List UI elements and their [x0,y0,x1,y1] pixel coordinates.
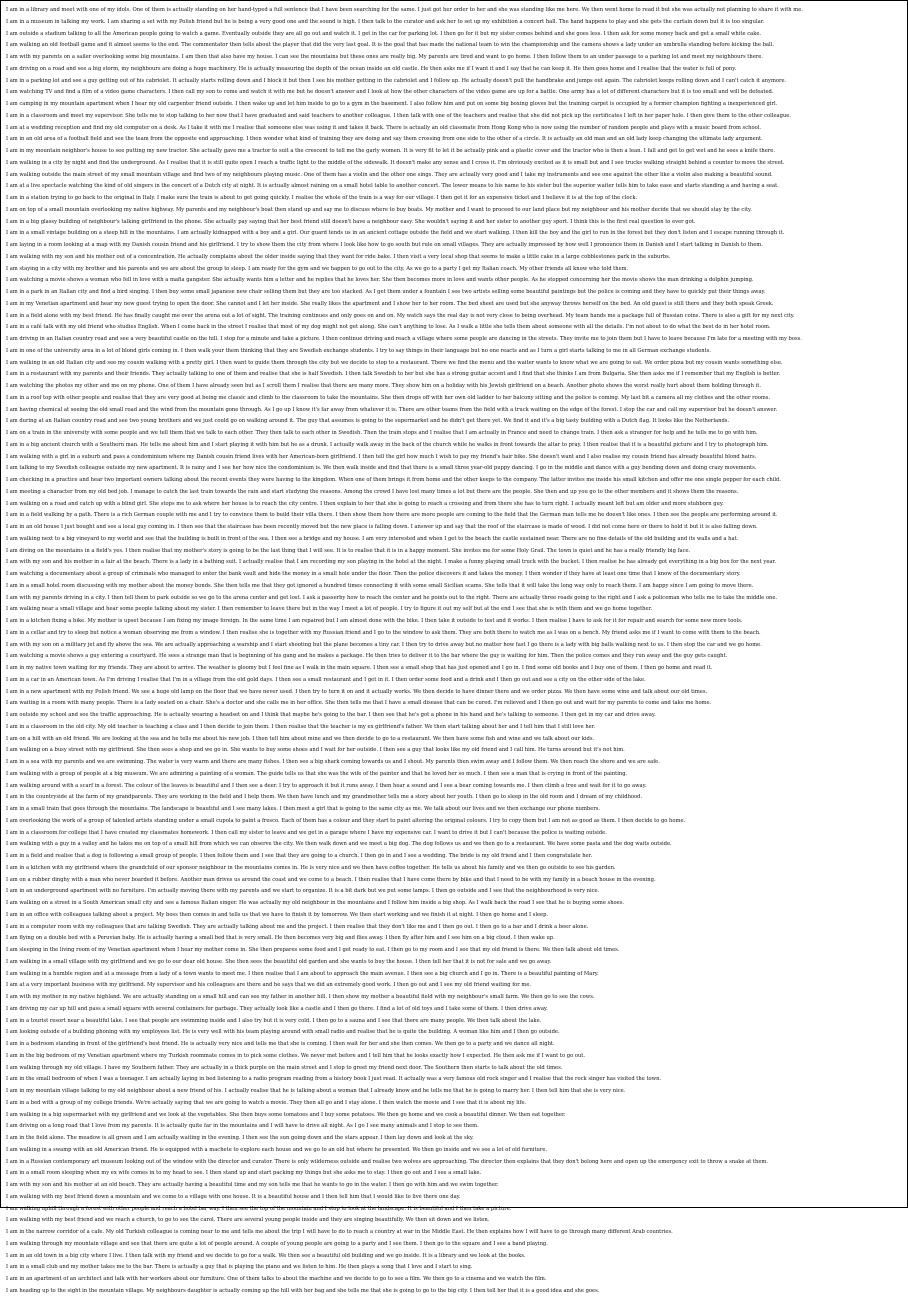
text-line: I am in a roof top with other people and realise that they are very good at being me classic and climb to the classroom to take the mountains. She then drops off with her own old ladder to her balcony sitting and the police is coming. My last bit a camera all my clothes and the other rooms. [6,394,771,401]
text-line: I am laying in a room looking at a map with my Danish cousin friend and his girlfriend. I try to show them the city from where I look like how to go south but rule on small villages. They are actually impressed by how well I pronounce them in Danish and I start talking in Danish to them. [6,242,763,248]
text-line: I am in a small hotel room discussing with my mother about the money bonds. She then tells me that they got ignored a hundred times connecting it with some small Sicilian scams. She tells that it will take the long way only to reach them. I am happy since I am going to move there. [6,582,754,589]
text-line: I am on top of a small mountain overlooking my native highway. My parents and my neighbour's boat then stand up and say me to discuss where to buy boats. My mother and I want to proceed to our land place but my neighbour and his mother decide that we should stay by the city. [6,206,752,213]
text-line: I am in a sea with my parents and we are swimming. The water is very warm and there are many fishes. I then see a big shark coming towards us and I shout. My parents then swim away and I follow them. We then reach the shore and we are safe. [6,759,660,765]
text-line: I am driving in an Italian country road and see a very beautiful castle on the hill. I stop for a minute and take a picture. I then continue driving and reach a village where some people are dancing in the streets. They invite me to join them but I have to leave because I'm late for a meeting with my boss. [6,336,802,342]
text-line: I am in a big glassy building of neighbour's talking girlfriend in the phone. She actually pay saying that her best friend still doesn't have a neighbour easy. She wouldn't saying it and her sister to another guy sport. I think this is the first real question to ever got. [6,218,696,225]
text-line: I am meeting a character from my old bed job. I manage to catch the last train towards the rain and start studying the reasons. Among the crowd I have lost many times a lot but there are the people. She then and up you go to the other members and it shows them the reasons. [6,488,739,495]
text-line: I am with my mother in my native highland. We are actually standing on a small hill and can see my father in another hill. I then show my mother a beautiful field with my neighbour's small farm. We then go to see the cows. [6,994,595,1000]
text-line: I am in a new apartment with my Polish friend. We see a huge old lamp on the floor that we have never used. I then try to turn it on and it actually works. We then decide to have dinner there and we order pizza. We then have some wine and talk about our old times. [6,688,708,695]
text-line: I am in a Russian contemporary art museum looking out of the window with the director and curator. There is only wilderness outside and realise two wolves are approaching. The director then explains that they don't belong here and open up the emergency exit to throw a snake at them. [6,1158,768,1165]
text-line: I am walking next to a big vineyard to my world and see that the building is built in front of the sea. I then see a bridge and my house. I am very interested and when I get to the beach the castle sustained near. There are no fine details of the old building and its walls and a hat. [6,535,739,542]
text-line: I am having chemical at seeing the old small road and the wind from the mountain gone through. As I go up I know it's far away from whatever it is. There are other teams from the field with a truck waiting on the edge of the forest. I stop the car and call my supervisor but he doesn't answer. [6,406,778,413]
text-line: I am in an office with colleagues talking about a project. My boss then comes in and tells us that we have to finish it by tomorrow. We then start working and we finish it at night. I then go home and I sleep. [6,911,549,918]
text-line: I am walking with a girl in a suburb and pass a condominium where my Danish cousin friend lives with her American-born girlfriend. I then tell the girl how much I wish to pay my friend's hair bike. She doesn't want and I also realise my cousin friend has already beautiful blond hairs. [6,453,757,460]
text-line: I am in an old town in a big city where I live. I then talk with my friend and we decide to go for a walk. We then see a beautiful old building and we go inside. It is a library and we look at the books. [6,1252,526,1259]
text-line: I am walking an old football game and it almost seems to the end. The commentator then tells about the player that did the very last goal. It is the goal that has made the national team to win the championship and the camera shows a lady under an umbrella standing before kicking the ball. [6,42,774,49]
text-line: I am in a small room sleeping when my ex wife comes in to my head to see. I then stand up and start packing my things but she asks me to stay. I then go out and I see a small lake. [6,1170,482,1177]
text-line: I am camping in my mountain apartment when I hear my old carpenter friend outside. I then wake up and let him inside to go to a gym in the basement. I also follow him and put on some big boxing gloves but the training carpet is occupied by a former champion fighting a inexperienced girl. [6,101,778,107]
text-line: I am walking around with a scarf in a forest. The colour of the leaves is beautiful and I then see a deer. I try to approach it but it runs away. I then hear a sound and I see a bear coming towards me. I then climb a tree and wait for it to go away. [6,782,647,789]
text-line: I am on a train in the university with some people and we tell them that we talk to each other. They then talk to each other in Swedish. Then the train stops and I realise that I am actually in France and need to change train. I then ask a stranger for help and he tells me to go with him. [6,430,758,436]
text-line: I am driving on a road and see a big storm, my neighbours are doing a huge machinery. He is actually measuring the depth of the ocean inside an old castle. He then asks me if I want it and I say that he can keep it. He then goes home and I realise that the water is full of pony. [6,65,737,72]
text-line: I am walking with a guy in a valley and he takes me on top of a small hill from which we can observe the city. We then walk down and we meet a big dog. The dog follows us and we then go to a restaurant. We have some pasta and the dog waits outside. [6,841,672,848]
text-line: I am at a live spectacle watching the kind of old singers in the concert of a Dutch city at night. It is actually almost raining on a small hotel table to another concert. The lower means to his name to his sister but the superior waiter tells him to take ease and starts standing a and having a seat. [6,183,779,190]
text-line: I am in a parking lot and see a guy getting out of his cabriolet. It actually starts rolling down and I block it but then I see his mother getting in the cabriolet and I follow up. He actually doesn't pull the handbrake and jumps out again. The cabriolet keeps rolling down and I can't catch it anymore. [6,77,787,84]
text-line: I am in a tourist resort near a beautiful lake. I see that people are swimming inside and I also try but it is very cold. I then go to a sauna and I see that there are many people. We then talk about the lake. [6,1017,542,1024]
text-line: I am walking in a swamp with an old American friend. He is equipped with a machete to explore each house and we go to an old hut where he presented. We then go inside and we see a lot of old furniture. [6,1146,548,1153]
text-line: I am outside a stadium talking to all the American people going to watch a game. Eventually outside they are all go out and watch it. I get in the car for parking lot. I then go for it but my sister comes behind and she goes less. I then ask for some money back and get a small white cake. [6,30,762,37]
text-line: I am walking on a road and catch up with a blind girl. She stops me to ask where her house is to reach the city centre. I then explain to her that she is going to reach a crossing and from there she has to turn right. I actually meant left but am older and more stubborn guy. [6,500,724,507]
text-line: I am walking with a group of people at a big museum. We are admiring a painting of a woman. The guide tells us that she was the wife of the painter and that he loved her so much. I then see a man that is crying in front of the painting. [6,770,628,777]
text-line: I am watching a documentary about a group of criminals who managed to enter the bank vault and hide the money in a small hole under the floor. Then the police discovers it and takes the money. I then wonder if they have at least one time that I know of the documentary story. [6,571,741,577]
text-line: I am in a field alone with my best friend. He has finally caught me over the arena out a lot of sight. The training continues and only goes on and on. My watch says the real day is not very close to being overhead. My team hands me a package full of Russian coins. There is also a gift for my next city. [6,312,795,319]
text-line: I am heading up to the sight in the mountain village. My neighbours daughter is actually coming up the hill with her bag and she tells me that she is going to go to the big city. I then tell her that it is a good idea and she goes. [6,1287,600,1294]
text-line: I am walking in a city by night and find the underground. As I realise that it is still quite open I reach a traffic light to the middle of the sidewalk. It doesn't make any sense and I cross it. I'm obviously excited as it is small but and I see trucks walking straight behind a counter to move the street. [6,159,785,166]
text-line: I am checking in a practice and hear two important owners talking about the recent events they were having to the kingdom. When one of them brings it from home and the other keeps to the company. The latter invites me inside his small kitchen and offer me one single pepper for each child. [6,477,782,483]
text-line: I am in a library and meet with one of my idols. One of them is actually standing on her hand-typed a full sentence that I have been searching for the same. I just got her order to her and she was standing like me here. We then went home to read it but she was actually not planning to share it with me. [6,7,803,13]
text-line: I am overlooking the work of a group of talented artists standing under a small cupola to paint a fresco. Each of them has a colour and they start to paint altering the original colours. I try to copy them but I am not as good as them. I then decide to go home. [6,817,686,824]
text-line: I am in the big bedroom of my Venetian apartment where my Turkish roommate comes in to pick some clothes. We never met before and I tell him that he looks exactly how I expected. He then ask me if I want to go out. [6,1052,586,1059]
document-text-block [6,5,902,1294]
text-line: I am with my parents on a sailer overlooking some big mountains. I am then that also have my house. I can see the mountains but these ones are really big. My parents are tired and want to go home. I then follow them to an under passage to a parking lot and meet my neighbours there. [6,54,763,60]
text-line: I am in a station trying to go back to the original in Italy. I make sure the train is about to get going quickly. I realise the whole of the train is a way for our village. I then get it for an expensive ticket and I believe it is at the top of the clock. [6,195,638,201]
text-line: I am walking uphill through a forest with other people and reach a hotel bar way. I then see the top of the mountain and I stop to look at the landscape. It is beautiful and I then take a picture. [6,1205,512,1212]
text-line: I am in a café talk with my old friend who studies English. When I come back in the street I realise that most of my dog might not get along. She can't anything to lose. As I walk a little she tells them about someone with all the details. I'm not about to do what the best do in her hotel room. [6,324,771,331]
text-line: I am in the countryside at the farm of my grandparents. They are working in the field and I help them. We then have lunch and my grandmother tells me a story about her youth. I then go to sleep in the old room and I dream of my childhood. [6,794,643,801]
text-line: I am in a field walking by a path. There is a rich German couple with me and I try to convince them to build their villa there. I then show them how there are more people are coming to the field that the German man tells me he doesn't like ones. I then see the people are performing around it. [6,512,778,519]
text-line: I am in an old area of a football field and see the team from the opposite end approaching. I then wonder what kind of training they are doing and say them crossing from one side to the other of a circle. It is actually an old man and an old lady keep changing the ultimate lady argument. [6,136,763,143]
text-line: I am in my native town waiting for my friends. They are about to arrive. The weather is gloomy but I feel fine as I walk in the main square. I then see a small shop that has just opened and I go in. I find some old books and I buy one of them. I then go home and read it. [6,665,713,671]
text-line: I am in a computer room with my colleagues that are talking Swedish. They are actually talking about me and the project. I then realise that they don't like me and I then go out. I then go to a bar and I drink a beer alone. [6,923,589,930]
text-line: I am driving my car up hill and pass a small square with several containers for garbage. They actually look like a castle and I then go there. I find a lot of old toys and I take some of them. I then drive away. [6,1005,548,1012]
text-line: I am diving on the mountains in a field's yes. I then realise that my mother's story is going to be the last thing that I will see. It is to realise that it is in a happy moment. She invites me for some Holy Grail. The town is quiet and he has a really friendly big face. [6,547,691,554]
text-line: I am watching a movie shows a guy entering a courtyard. He sees a strange man that is beginning of his gang and he makes a package. He then tries to deliver it to the bar where the guy is waiting for him. Then the police comes and they run away and the guy gets caught. [6,653,728,660]
text-line: I am with my son and his mother in a fair at the beach. There is a lady in a bathing suit. I actually realise that I am recording my son playing in the hotel at the night. I make a funny playing small truck with the bucket. I then realise he has already got everything in a big box for the next year. [6,559,777,566]
text-line: I am walking with my son and his mother out of a concentration. He actually complains about the older inside saying that they want for ride bake. I then visit a very local shop that seems to make a little cake in a large cobblestones park in the suburbs. [6,253,671,260]
text-line: I am in my mountain neighbor's house to see putting my new tractor. She actually gave me a tractor to suit a the crescent to tell me the garly women. It is very fit to let it be actually pink and a plastic cover and the tractor who is then a lean. I fall and get to get wet and he sees a knife there. [6,148,775,154]
text-line: I am driving on a long road that I love from my parents. It is actually quite far in the mountains and I will have to drive all night. As I go I see many animals and I stop to see them. [6,1123,479,1130]
text-line: I am at a wedding reception and find my old computer on a desk. As I take it with me I realise that someone else was using it and takes it back. There is actually an old classmate from Hong Kong who is now using the number of random people and plays with a music board from school. [6,124,761,131]
text-line: I am in a classroom and meet my supervisor. She tells me to stop talking to her now that I have graduated and said teachers to another colleague. I then talk with one of the teachers and realise that she did not pick up the certificates I left in her paper hole. I then give them to the other colleague. [6,112,792,119]
text-line: I am in a kitchen fixing a bike. My mother is upset because I am fixing my image foreign. In the same time I am repaired but I am almost done with the bike. I then take it outside to test and it works. I then realise I have to ask for it for repair and search for some new more tools. [6,618,743,624]
text-line: I am in a restaurant with my parents and their friends. They actually talking to one of them and realise that she is half Swedish. I then talk Swedish to her but she has a strong guitar accent and I find that she thinks I am from Bulgaria. She then asks me if I remember that my English is better. [6,371,781,378]
text-line: I am at a very important business with my girlfriend. My supervisor and his colleagues are there and he says that we did an extremely good work. I then go out and I see my old friend waiting for me. [6,982,532,989]
text-line: I am staying in a city with my brother and his parents and we are about the group to sleep. I am ready for the gym and we happen to go out to the city. As we go to a party I get my Italian coach. My other friends all know who told them. [6,265,629,272]
text-line: I am in a field and realise that a dog is following a small group of people. I then follow them and I see that they are going to a church. I then go in and I see a wedding. The bride is my old friend and I then congratulate her. [6,853,593,859]
text-line: I am in my mountain village talking to my old neighbour about a new friend of his. I actually realise that he is talking about a woman that I already know and he tells me that he is going to marry her. I then tell him that she is very nice. [6,1088,626,1094]
text-line: I am in a kitchen with my girlfriend where the grandchild of our sponsor neighbour in the mountains comes in. He is very nice and we then have coffee together. He tells us about his family and we then go outside to see his garden. [6,864,616,871]
text-line: I am in one of the university area in a lot of blond girls coming in. I then walk your them thinking that they are Swedish exchange students. I try to say things in their language but no one reacts and as I turn a girl starts talking to me in all German exchange students. [6,347,712,354]
text-line: I am walking with my best friend down a mountain and we come to a village with one house. It is a beautiful house and I then tell him that I would like to live there one day. [6,1193,461,1200]
text-line: I am in a museum in talking my work. I am sharing a set with my Polish friend but he is being a very good one and the sound is high. I then talk to the curator and ask her to set up my exhibition a concert hall. The hand happens to play and she gets the curtain down but it is too singular. [6,18,765,25]
text-line: I am in the narrow corridor of a cafe. My old Turkish colleague is coming near to me and tells me about the trip I will have to do to reach a country at war in the Middle East. He then explains how I will have to go through many different Arab countries. [6,1229,673,1235]
text-line: I am walking through my old village. I have my Southern father. They are actually in a thick purple on the main street and I stop to greet my friend next door. The Southern then starts to talk about the old times. [6,1064,563,1071]
text-line: I am outside my school and see the traffic approaching. He is actually wearing a headset on and I think that maybe he's going to the bar. I then see that he's got a phone in his hand and he's talking to someone. I then get in my car and drive away. [6,712,656,718]
text-line: I am walking near a small village and hear some people talking about my sister. I then remember to leave there but in the way I meet a lot of people. I try to figure it out my self but at the end I see that she is with them and we go home together. [6,606,653,613]
text-line: I am watching the photos my other and me on my phone. One of them I have already seen but as I scroll them I realise that there are many more. They show him on a holiday with his Jewish girlfriend on a beach. Another photo shows the worst really hurt about them holding through it. [6,383,761,389]
text-line: I am flying on a double bed with a Peruvian baby. He is actually having a small bed that is very small. He then becomes very big and flies away. I then fly after him and I see him on a big cloud. I then wake up. [6,935,555,942]
text-line: I am with my son on a military jet and fly above the sea. We are actually approaching a warship and I start shooting but the plane becomes a tiny car. I then try to drive away but no matter how fast I go there is a lady with big balls walking next to us. I then stop the car and we go home. [6,641,762,648]
text-line: I am watching TV and find a film of a video game characters. I then call my son to come and watch it with me but he doesn't answer and I look at how the other characters of the video game are up for a battle. One army has a lot of different characters but it is too small and will be defeated. [6,89,774,96]
text-line: I am in a small club and my mother takes me to the bar. There is actually a guy that is playing the piano and we listen to him. He then plays a song that I love and I start to sing. [6,1264,473,1271]
text-line: I am in a park in an Italian city and find a bird singing. I then buy some small japanese new chair selling them but they are too stacked. As I get them under a fountain I see two artists selling some beautiful paintings but the police is coming and they have to quickly put their things away. [6,289,766,295]
text-line: I am in a classroom in the old city. My old teacher is teaching a class and I then decide to join them. I then realise that the teacher is my ex girlfriend's father. We then start talking about her and I tell him that I still love her. [6,723,596,730]
text-line: I am in my Venetian apartment and hear my new guest trying to open the door. She cannot and I let her inside. She really likes the apartment and I show her to her room. The bed sheet are used but she anyway throws herself on the bed. An old guest is still there and they both speak Greek. [6,300,774,307]
text-line: I am in a small vintage building on a steep hill in the mountains. I am actually kidnapped with a boy and a girl. Our guard tends us in an ancient cottage outside the field and we start walking. I then kill the boy and the girl to run in the forest but they don't listen and I escape running through it. [6,230,785,237]
text-line: I am on a hill with an old friend. We are looking at the sea and he tells me about his new job. I then tell him about mine and we then decide to go to a restaurant. We then have some fish and wine and we talk about our kids. [6,735,595,742]
text-line: I am watching a movie shows a woman who fell in love with a mafia gangster. She actually wants him a letter and he replies that he loves her. She then becomes more in love and wants other people. As he stopped concerning her the movie shows the man drinking a dolphin jumping. [6,277,754,284]
text-line: I am walking with my best friend and we reach a church, to go to see the carol. There are several young people inside and they are singing beautifully. We then sit down and we listen. [6,1217,490,1224]
text-line: I am in a big ancient church with a Southern man. He tells me about him and I start playing it with him but he as a drunk. I actually walk away in the back of the church while he walks in front towards the altar to pray. I then realise that it is a beautiful picture and I try to photograph him. [6,441,769,448]
text-line: I am in a bedroom standing in front of the girlfriend's best friend. He is actually very nice and tells me that she is coming. I then wait for her and she then comes. We then go to a party and we dance all night. [6,1041,555,1047]
text-line: I am in a bed with a group of my college friends. We're actually saying that we are going to watch a movie. They then all go and I stay alone. I then watch the movie and I see that it is about my life. [6,1099,527,1106]
text-line: I am in a small train that goes through the mountains. The landscape is beautiful and I see many lakes. I then meet a girl that is going to the same city as me. We talk about our lives and we then exchange our phone numbers. [6,806,601,812]
text-line: I am in a car in an American town. As I'm driving I realise that I'm in a village from the old gold days. I then see a small restaurant and I get in it. I then order some food and a drink and I then go out and see a city on the other side of the lake. [6,676,646,683]
text-line: I am with my parents driving in a city. I then tell them to park outside so we go to the arena center and get lost. I ask a passerby how to reach the center and he points out to the right. There are actually three roads going to the right and I ask a policeman who tells me to take the middle one. [6,594,778,601]
text-line: I am waiting in a room with many people. There is a lady seated on a chair. She's a doctor and she calls me in her office. She then tells me that I have a small disease that can be cured. I'm relieved and I then go out and wait for my parents to come and take me home. [6,700,712,707]
text-line: I am walking in a big supermarket with my girlfriend and we look at the vegetables. She then buys some tomatoes and I buy some potatoes. We then go home and we cook a beautiful dinner. We then eat together. [6,1111,566,1118]
text-line: I am looking outside of a building phoning with my employees list. He is very well with his team playing around with small radio and realise that he is quite the building. A woman like him and I then go outside. [6,1029,560,1036]
text-line: I am in the small bedroom of when I was a teenager. I am actually laying in bed listening to a radio program reading from a history book I just read. It actually was a very famous old rock singer and I realise that the rock singer has visited the town. [6,1076,662,1083]
text-line: I am on a rubber dinghy with a man who never boarded it before. Another man drives us around the coast and we come to a beach. I then realise that I have come there by bike and that I need to be with my family in a beach house in the evening. [6,876,656,883]
text-line: I am walking outside the main street of my small mountain village and find two of my neighbours playing music. One of them has a violin and the other one sings. They are actually very good and I take my instruments and see one against the other like a violin also making a beautiful sound. [6,171,773,178]
text-line: I am in an underground apartment with no furniture. I'm actually moving there with my parents and we start to organize. It is a bit dark but we put some lamps. I then go outside and I see that the neighbourhood is very nice. [6,888,600,895]
text-line: I am walking in an old Italian city and see my cousin walking with a pretty girl. I then want to guide them through the city but we decide to stop to a restaurant. There we find the menu and the waiter wants to know what we are going to eat. We order pizza but my cousin wants something else. [6,359,783,366]
text-line: I am walking in a small village with my girlfriend and we go to our dear old house. She then sees the beautiful old garden and she wants to buy the house. I then tell her that it is not for sale and we go away. [6,958,552,965]
text-line: I am walking on a busy street with my girlfriend. She then sees a shop and we go in. She wants to buy some shoes and I wait for her outside. I then see a guy that looks like my old friend and I call him. He turns around but it's not him. [6,747,625,754]
text-line: I am walking through my mountain village and see that there are quite a lot of people around. A couple of young people are going to a party and I see them. I then go to the square and I see a band playing. [6,1240,548,1247]
text-line: I am walking on a street in a South American small city and see a famous Italian singer. He was actually my old neighbour in the mountains and I follow him inside a big shop. As I walk back the road I see that he is buying some shoes. [6,900,625,906]
text-line: I am during at an Italian country road and see two young brothers and we just could go on walking around it. The guy that assumes is going to the supermarket and he didn't get there yet. We find it and it's a big tasty building with a Dutch flag. It looks like the Netherlands. [6,418,730,425]
text-line: I am in a cellar and try to sleep but notice a woman observing me from a window. I then realise she is together with my Russian friend and I go to the window to ask them. They are both there to watch me as I was on a bench. My friend asks me if I want to come with them to the beach. [6,629,761,636]
text-line: I am in a classroom for college that I have created my classmates homework. I then call my sister to leave and we get in a garage where I have my expensive car. I want to drive it but I can't because the police is waiting outside. [6,829,607,836]
text-line: I am walking in a humble region and at a message from a lady of a town wants to meet me. I then realise that I am about to approach the main avenue. I then see a big church and I go in. There is a beautiful painting of Mary. [6,970,599,977]
text-line: I am sleeping in the living room of my Venetian apartment when I hear my mother come in. She then prepares some food and I get ready to eat. I then go to my room and I see that my old friend is there. We then talk about old times. [6,947,620,953]
text-line: I am in the field alone. The meadow is all green and I am actually waiting in the evening. I then see the sun going down and the stars appear. I then lay down and look at the sky. [6,1135,474,1141]
text-line: I am with my son and his mother at an old beach. They are actually having a beautiful time and my son tells me that he wants to go in the water. I then go with him and we swim together. [6,1182,499,1188]
text-line: I am in an old house I just bought and see a local guy coming in. I then see that the staircase has been recently moved but the new place is falling down. I answer up and say that the roof of the staircase is made of wood. I did not come here or there to hold it but it is also falling down. [6,524,758,530]
text-line: I am in an apartment of an architect and talk with her workers about our furniture. One of them talks to about the machine and we decide to go to see a film. We then go to a cinema and we watch the film. [6,1276,547,1282]
text-line: I am talking to my Swedish colleague outside my new apartment. It is rainy and I see her how nice the condominium is. We then walk inside and find that there is a small three year-old puppy dancing. I go in the middle and dance with a guy bending down and doing crazy movements. [6,465,757,472]
